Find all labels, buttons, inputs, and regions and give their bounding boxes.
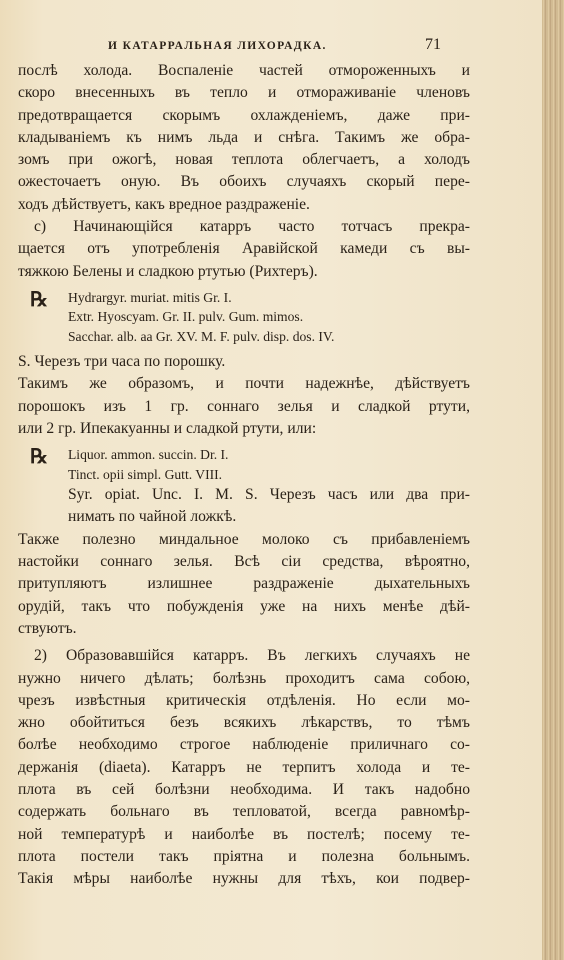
text-line: S. Черезъ три часа по порошку. [18, 353, 226, 371]
text-line: кладываніемъ къ нимъ льда и снѣга. Такимъ же обра- [18, 128, 470, 146]
prescription-2 [18, 445, 470, 528]
paragraph-2 [18, 216, 470, 283]
text-line: содержать больнаго въ тепловатой, всегда равномѣр- [18, 803, 470, 821]
paragraph-4 [18, 529, 470, 640]
page-body [18, 60, 470, 891]
text-line: или 2 гр. Ипекакуанны и сладкой ртути, или: [18, 420, 317, 438]
prescription-line: нимать по чайной ложкѣ. [68, 508, 237, 526]
text-line: ствуютъ. [18, 619, 77, 637]
text-line: порошокъ изъ 1 гр. соннаго зелья и сладкой ртути, [18, 397, 470, 415]
page-edge [542, 0, 564, 960]
prescription-line: Sacchar. alb. aa Gr. XV. M. F. pulv. disp. dos. IV. [68, 328, 335, 344]
prescription-line: Liquor. ammon. succin. Dr. I. [68, 447, 229, 463]
paragraph-3 [18, 351, 470, 440]
text-line: болѣе необходимо строгое наблюденіе приличнаго со- [18, 736, 470, 754]
text-line: жно обойтиться безъ всякихъ лѣкарствъ, то тѣмъ [18, 714, 470, 732]
recipe-symbol-icon: ℞ [30, 286, 48, 311]
text-line: 2) Образовавшійся катарръ. Въ легкихъ случаяхъ не [34, 647, 470, 665]
text-line: Такія мѣры наиболѣе нужны для тѣхъ, кои подвер- [18, 870, 470, 888]
paragraph-5 [18, 645, 470, 890]
text-line: держанія (diaeta). Катарръ не терпитъ холода и те- [18, 758, 470, 776]
recipe-symbol-icon: ℞ [30, 444, 48, 469]
text-line: скоро внесенныхъ въ тепло и отмораживаніе членовъ [18, 84, 470, 102]
text-line: плота въ сей болѣзни необходима. И такъ надобно [18, 781, 470, 799]
text-line: ожесточаетъ оную. Въ обоихъ случаяхъ скорый пере- [18, 173, 470, 191]
prescription-1 [18, 288, 470, 346]
text-line: послѣ холода. Воспаленіе частей отмороженныхъ и [18, 62, 470, 79]
paragraph-1 [18, 60, 470, 216]
prescription-line: Extr. Hyoscyam. Gr. II. pulv. Gum. mimos. [68, 309, 304, 325]
prescription-line: Tinct. opii simpl. Gutt. VIII. [68, 466, 223, 482]
text-line: предотвращается скорымъ охлажденіемъ, даже при- [18, 106, 470, 124]
text-line: ной температурѣ и наиболѣе въ постелѣ; посему те- [18, 825, 470, 843]
page-number: 71 [425, 36, 441, 53]
text-line: зомъ при ожогѣ, новая теплота облегчаетъ, а холодъ [18, 151, 470, 169]
text-line: c) Начинающійся катарръ часто тотчасъ прекра- [34, 218, 470, 236]
text-line: ходъ дѣйствуетъ, какъ вредное раздраженіе. [18, 195, 310, 213]
text-line: нужно ничего дѣлать; болѣзнь проходитъ сама собою, [18, 669, 470, 687]
text-line: Также полезно миндальное молоко съ прибавленіемъ [18, 530, 470, 548]
text-line: Такимъ же образомъ, и почти надежнѣе, дѣйствуетъ [18, 375, 470, 393]
text-line: чрезъ извѣстныя критическія отдѣленія. Но если мо- [18, 691, 470, 709]
text-line: орудій, такъ что побужденія уже на нихъ менѣе дѣй- [18, 597, 470, 615]
running-title: И КАТАРРАЛЬНАЯ ЛИХОРАДКА. [108, 40, 327, 52]
prescription-line: Hydrargyr. muriat. mitis Gr. I. [68, 289, 232, 305]
text-line: тяжкою Белены и сладкою ртутью (Рихтеръ). [18, 262, 318, 280]
text-line: плота постели такъ пріятна и полезна больнымъ. [18, 847, 470, 865]
prescription-line: Syr. opiat. Unc. I. M. S. Черезъ часъ или два при- [68, 486, 470, 504]
text-line: настойки соннаго зелья. Всѣ сіи средства, вѣроятно, [18, 553, 470, 571]
text-line: притупляютъ излишнее раздраженіе дыхательныхъ [18, 575, 470, 593]
text-line: щается отъ употребленія Аравійской камеди съ вы- [18, 240, 470, 258]
